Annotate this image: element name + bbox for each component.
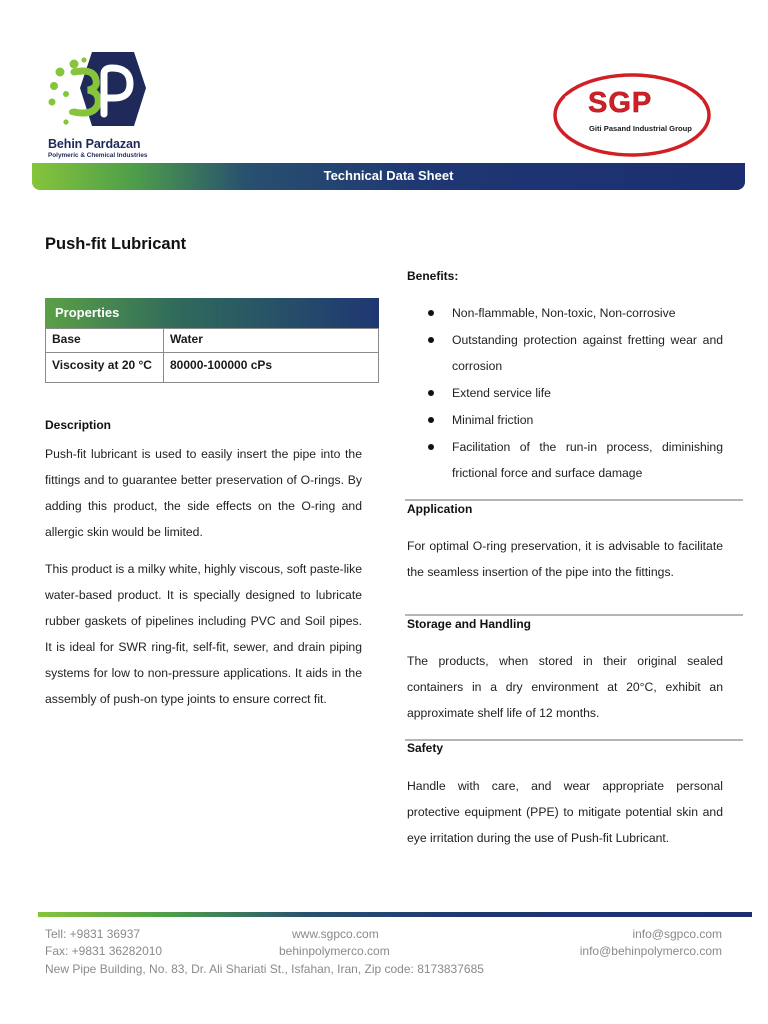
behin-pardazan-logo bbox=[44, 50, 164, 160]
bullet-icon bbox=[428, 310, 434, 316]
benefit-text: Non-flammable, Non-toxic, Non-corrosive bbox=[452, 306, 676, 320]
title-bar bbox=[32, 163, 745, 190]
list-item bbox=[407, 407, 723, 433]
footer-phone: Tell: +9831 36937 bbox=[45, 927, 141, 941]
footer-email-behin[interactable]: info@behinpolymerco.com bbox=[579, 944, 722, 958]
benefits-heading: Benefits: bbox=[407, 269, 459, 283]
footer-divider bbox=[38, 912, 752, 917]
bullet-icon bbox=[428, 337, 434, 343]
benefit-text: Facilitation of the run-in process, diminishing frictional force and surface damage bbox=[452, 440, 723, 480]
bullet-icon bbox=[428, 390, 434, 396]
behin-pardazan-name: Behin Pardazan bbox=[48, 137, 141, 151]
description-paragraph-2: This product is a milky white, highly viscous, soft paste-like water-based product. It is specially designed to lubricate rubber gaskets of pipelines including PVC and Soil pipes. It is ideal for SWR ring-fit, self-fit, sewer, and drain piping systems for low to non-pressure applications. It aids in the assembly of push-on type joints to ensure correct fit. bbox=[45, 562, 362, 706]
product-title: Push-fit Lubricant bbox=[45, 235, 187, 253]
description-heading: Description bbox=[45, 418, 112, 432]
behin-pardazan-logo-mark bbox=[44, 50, 149, 136]
properties-header: Properties bbox=[45, 298, 379, 328]
list-item bbox=[407, 327, 723, 379]
footer-address: New Pipe Building, No. 83, Dr. Ali Shariati St., Isfahan, Iran, Zip code: 8173837685 bbox=[45, 962, 484, 976]
property-value: 80000-100000 cPs bbox=[164, 353, 379, 383]
property-label: Viscosity at 20 °C bbox=[46, 353, 164, 383]
safety-text: Handle with care, and wear appropriate personal protective equipment (PPE) to mitigate potential skin and eye irritation during the use of Push-fit Lubricant. bbox=[407, 779, 723, 845]
list-item bbox=[407, 434, 723, 486]
document-type-title: Technical Data Sheet bbox=[323, 168, 454, 183]
safety-heading: Safety bbox=[407, 741, 444, 755]
footer-website-behin[interactable]: behinpolymerco.com bbox=[279, 944, 390, 958]
table-row bbox=[46, 353, 379, 383]
benefit-text: Minimal friction bbox=[452, 413, 534, 427]
list-item bbox=[407, 300, 723, 326]
description-paragraph-1: Push-fit lubricant is used to easily insert the pipe into the fittings and to guarantee better preservation of O-rings. By adding this product, the side effects on the O-ring and allergic skin would be limited. bbox=[45, 447, 362, 539]
property-value: Water bbox=[164, 329, 379, 353]
footer-email-sgp[interactable]: info@sgpco.com bbox=[632, 927, 722, 941]
benefit-text: Outstanding protection against fretting wear and corrosion bbox=[452, 333, 723, 373]
footer-website-sgp[interactable]: www.sgpco.com bbox=[292, 927, 379, 941]
application-text: For optimal O-ring preservation, it is advisable to facilitate the seamless insertion of the pipe into the fittings. bbox=[407, 539, 723, 579]
benefits-list bbox=[407, 300, 723, 487]
footer-fax: Fax: +9831 36282010 bbox=[45, 944, 163, 958]
storage-heading: Storage and Handling bbox=[407, 617, 532, 631]
section-divider bbox=[405, 614, 743, 616]
bullet-icon bbox=[428, 444, 434, 450]
properties-table bbox=[45, 298, 379, 383]
table-row bbox=[46, 329, 379, 353]
sgp-logo-tagline: Giti Pasand Industrial Group bbox=[589, 124, 692, 133]
property-label: Base bbox=[46, 329, 164, 353]
application-heading: Application bbox=[407, 502, 473, 516]
section-divider bbox=[405, 739, 743, 741]
benefit-text: Extend service life bbox=[452, 386, 551, 400]
section-divider bbox=[405, 499, 743, 501]
properties-grid bbox=[45, 328, 379, 383]
sgp-logo bbox=[552, 72, 712, 158]
sgp-logo-letters: SGP bbox=[588, 87, 653, 119]
list-item bbox=[407, 380, 723, 406]
bullet-icon bbox=[428, 417, 434, 423]
storage-text: The products, when stored in their original sealed containers in a dry environment at 20°C, exhibit an approximate shelf life of 12 months. bbox=[407, 654, 723, 720]
behin-pardazan-subtitle: Polymeric & Chemical Industries bbox=[48, 152, 148, 159]
